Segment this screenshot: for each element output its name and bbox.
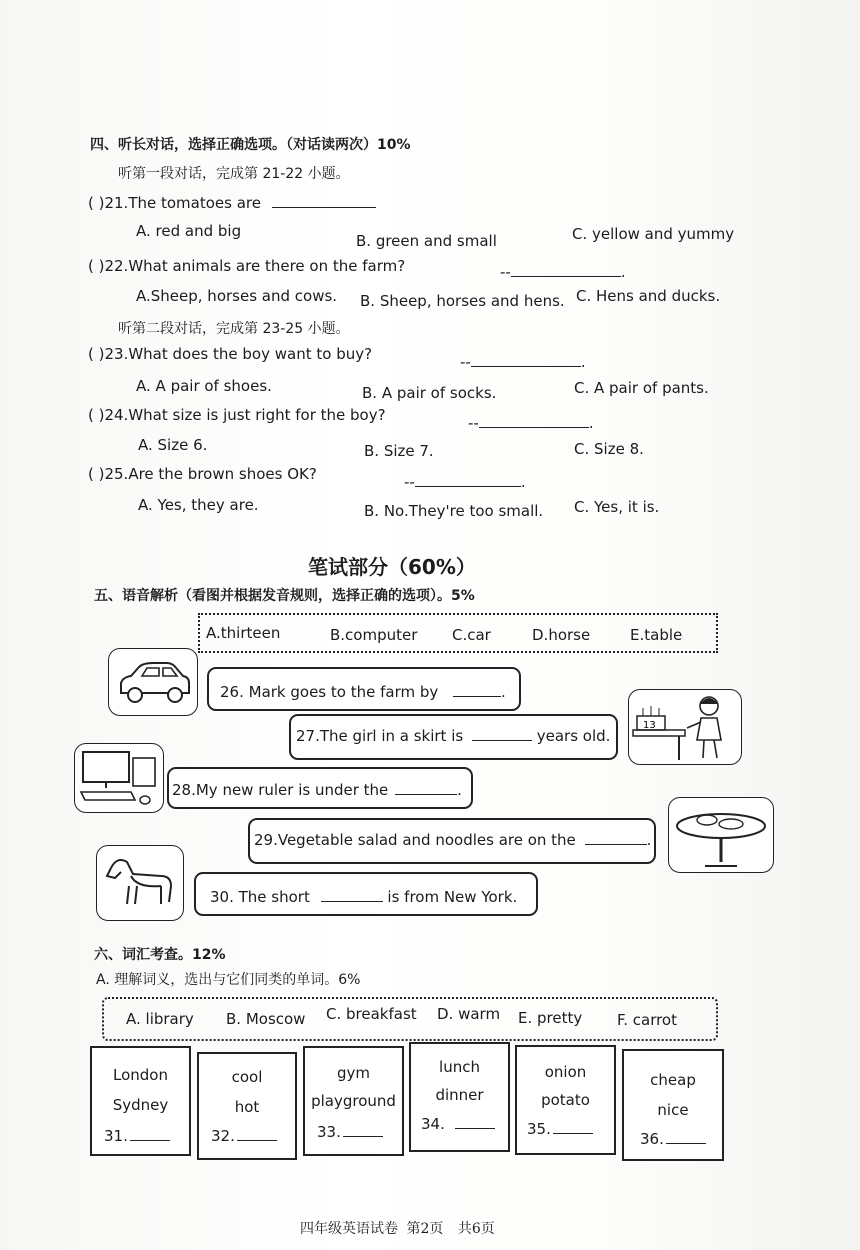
written-part-title: 笔试部分（60%）	[308, 555, 476, 579]
phonics-option: C.car	[452, 626, 491, 644]
q24-option-c: C. Size 8.	[574, 440, 644, 458]
footer-exam: 四年级英语试卷	[300, 1221, 398, 1237]
sentence-28: 28.My new ruler is under the .	[172, 781, 462, 799]
dialog1-instruction: 听第一段对话，完成第 21-22 小题。	[118, 166, 350, 182]
q24-option-a: A. Size 6.	[138, 436, 208, 454]
question-23: ( )23.What does the boy want to buy?	[88, 345, 373, 363]
phonics-option: E.table	[630, 626, 683, 644]
answer-blank	[453, 682, 501, 697]
vocab-option: C. breakfast	[326, 1005, 417, 1023]
footer-total: 共6页	[457, 1221, 495, 1237]
sentence-27: 27.The girl in a skirt is years old.	[296, 727, 611, 745]
vocab-option: B. Moscow	[226, 1010, 306, 1028]
answer-34: 34.	[421, 1114, 495, 1133]
word-group-35: onion potato 35.	[515, 1045, 616, 1155]
answer-32: 32.	[211, 1126, 277, 1145]
sentence-26: 26. Mark goes to the farm by .	[220, 683, 506, 701]
birthday-cake-girl-icon	[628, 689, 742, 765]
phonics-option: A.thirteen	[206, 624, 281, 642]
sentence-29: 29.Vegetable salad and noodles are on the .	[254, 831, 652, 849]
q21-option-b: B. green and small	[356, 232, 497, 250]
answer-36: 36.	[640, 1129, 706, 1148]
section4-title: 四、听长对话，选择正确选项。（对话读两次）10%	[90, 137, 411, 153]
question-22	[88, 257, 405, 275]
question-21	[88, 193, 376, 212]
answer-blank-25: -- .	[404, 473, 526, 491]
answer-blank-23: -- .	[460, 353, 586, 371]
footer-page: 第2页	[406, 1221, 444, 1237]
question-21-text: ( )21.The tomatoes are	[88, 194, 261, 212]
word-group-31: London Sydney 31.	[90, 1046, 191, 1156]
answer-33: 33.	[317, 1122, 383, 1141]
q23-option-b: B. A pair of socks.	[362, 384, 497, 402]
answer-blank	[395, 780, 457, 795]
question-24: ( )24.What size is just right for the boy?	[88, 406, 386, 424]
section5-title: 五、语音解析（看图并根据发音规则，选择正确的选项）。5%	[94, 588, 475, 604]
footer	[300, 1218, 495, 1238]
q23-option-a: A. A pair of shoes.	[136, 377, 272, 395]
q24-option-b: B. Size 7.	[364, 442, 434, 460]
word-group-33: gym playground 33.	[303, 1046, 404, 1156]
q22-option-a: A.Sheep, horses and cows.	[136, 287, 338, 305]
word-group-32: cool hot 32.	[197, 1052, 297, 1160]
vocab-option: D. warm	[437, 1005, 501, 1023]
section6-title: 六、词汇考查。12%	[94, 947, 226, 963]
word-group-34: lunch dinner 34.	[409, 1042, 510, 1152]
car-icon	[108, 648, 198, 716]
answer-blank	[321, 887, 383, 902]
question-22-text: ( )22.What animals are there on the farm?	[88, 257, 406, 275]
computer-icon	[74, 743, 164, 813]
question-25: ( )25.Are the brown shoes OK?	[88, 465, 317, 483]
q25-option-a: A. Yes, they are.	[138, 496, 259, 514]
answer-blank	[585, 830, 647, 845]
vocab-option: F. carrot	[617, 1011, 677, 1029]
q25-option-b: B. No.They're too small.	[364, 502, 544, 520]
dining-table-icon	[668, 797, 774, 873]
answer-blank	[272, 193, 376, 208]
q21-option-a: A. red and big	[136, 222, 242, 240]
answer-31: 31.	[104, 1126, 170, 1145]
dialog2-instruction: 听第二段对话，完成第 23-25 小题。	[118, 321, 350, 337]
answer-35: 35.	[527, 1119, 593, 1138]
vocab-option: A. library	[126, 1010, 194, 1028]
q21-option-c: C. yellow and yummy	[572, 225, 735, 243]
sentence-30: 30. The short is from New York.	[210, 888, 518, 906]
phonics-option: D.horse	[532, 626, 591, 644]
vocab-option: E. pretty	[518, 1009, 583, 1027]
q22-option-c: C. Hens and ducks.	[576, 287, 721, 305]
q25-option-c: C. Yes, it is.	[574, 498, 660, 516]
answer-blank	[472, 726, 532, 741]
q23-option-c: C. A pair of pants.	[574, 379, 709, 397]
answer-blank-24: -- .	[468, 414, 594, 432]
section6-part-a: A. 理解词义，选出与它们同类的单词。6%	[96, 972, 361, 988]
q22-option-b: B. Sheep, horses and hens.	[360, 292, 565, 310]
phonics-option: B.computer	[330, 626, 418, 644]
answer-blank-22: -- .	[500, 263, 626, 281]
sentence-26-text: 26. Mark goes to the farm by	[220, 683, 439, 701]
horse-icon	[96, 845, 184, 921]
svg-text:13: 13	[643, 720, 656, 731]
word-group-36: cheap nice 36.	[622, 1049, 724, 1161]
